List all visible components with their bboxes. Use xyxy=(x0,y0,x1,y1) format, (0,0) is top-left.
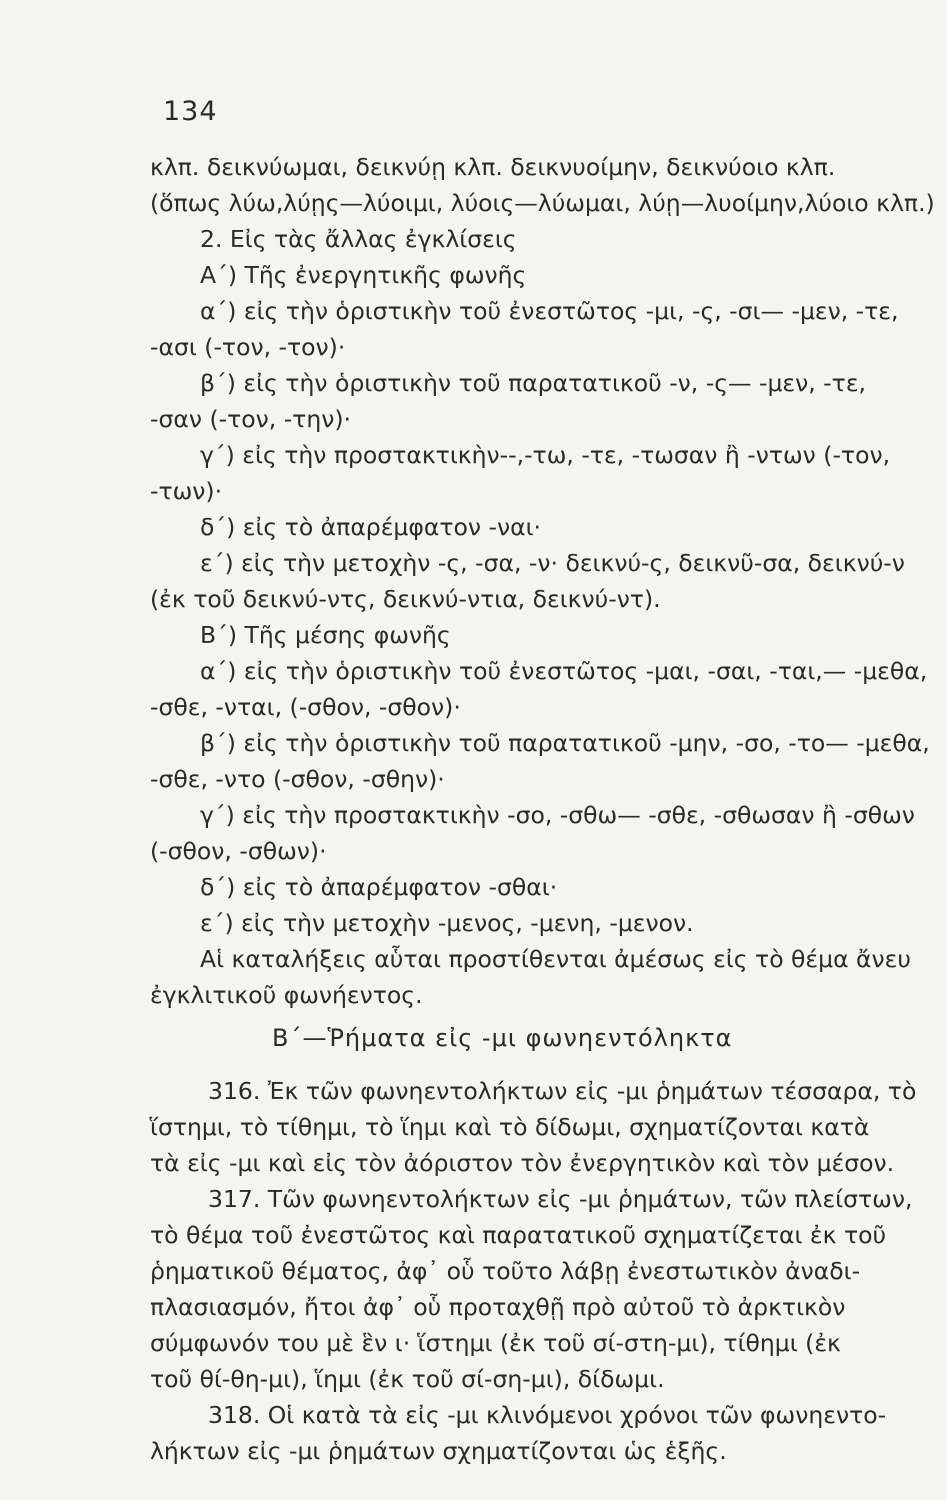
paragraph-line: 317. Τῶν φωνηεντολήκτων εἰς -μι ῥημάτων, τῶν πλείστων, xyxy=(208,1185,913,1213)
text-line: ε΄) εἰς τὴν μετοχὴν -μενος, -μενη, -μενον. xyxy=(200,909,694,937)
text-line: ἐγκλιτικοῦ φωνήεντος. xyxy=(150,981,423,1009)
paragraph-line: ῥηματικοῦ θέματος, ἀφ᾽ οὗ τοῦτο λάβῃ ἐνεστωτικὸν ἀναδι- xyxy=(150,1257,861,1285)
paragraph-line: τοῦ θί-θη-μι), ἵημι (ἐκ τοῦ σί-ση-μι), δίδωμι. xyxy=(150,1365,665,1393)
paragraph-line: λήκτων εἰς -μι ῥημάτων σχηματίζονται ὡς ἑξῆς. xyxy=(150,1437,727,1465)
text-line: α΄) εἰς τὴν ὁριστικὴν τοῦ ἐνεστῶτος -μι, -ς, -σι— -μεν, -τε, xyxy=(200,297,899,325)
text-line: Αἱ καταλήξεις αὗται προστίθενται ἀμέσως εἰς τὸ θέμα ἄνευ xyxy=(200,945,911,973)
text-line: -των)· xyxy=(150,477,223,505)
page-number: 134 xyxy=(163,96,218,127)
text-line: β΄) εἰς τὴν ὁριστικὴν τοῦ παρατατικοῦ -μην, -σο, -το— -μεθα, xyxy=(200,729,930,757)
paragraph-line: 318. Οἱ κατὰ τὰ εἰς -μι κλινόμενοι χρόνοι τῶν φωνηεντο- xyxy=(208,1401,887,1429)
paragraph-line: 316. Ἐκ τῶν φωνηεντολήκτων εἰς -μι ῥημάτων τέσσαρα, τὸ xyxy=(208,1077,917,1105)
text-line: γ΄) εἰς τὴν προστακτικὴν -σο, -σθω— -σθε, -σθωσαν ἢ -σθων xyxy=(200,801,915,829)
text-line: β΄) εἰς τὴν ὁριστικὴν τοῦ παρατατικοῦ -ν, -ς— -μεν, -τε, xyxy=(200,369,866,397)
text-line: δ΄) εἰς τὸ ἀπαρέμφατον -ναι· xyxy=(200,513,542,541)
section-heading: Β΄—Ῥήματα εἰς -μι φωνηεντόληκτα xyxy=(272,1024,733,1052)
text-line: -ασι (-τον, -τον)· xyxy=(150,333,346,361)
text-line: 2. Εἰς τὰς ἄλλας ἐγκλίσεις xyxy=(200,225,517,253)
text-line: ε΄) εἰς τὴν μετοχὴν -ς, -σα, -ν· δεικνύ-ς, δεικνῦ-σα, δεικνύ-ν xyxy=(200,549,905,577)
text-line: -σαν (-τον, -την)· xyxy=(150,405,351,433)
paragraph-line: τὸ θέμα τοῦ ἐνεστῶτος καὶ παρατατικοῦ σχηματίζεται ἐκ τοῦ xyxy=(150,1221,887,1249)
text-line: δ΄) εἰς τὸ ἀπαρέμφατον -σθαι· xyxy=(200,873,558,901)
text-line: α΄) εἰς τὴν ὁριστικὴν τοῦ ἐνεστῶτος -μαι, -σαι, -ται,— -μεθα, xyxy=(200,657,928,685)
text-line: -σθε, -ντο (-σθον, -σθην)· xyxy=(150,765,445,793)
text-line: -σθε, -νται, (-σθον, -σθον)· xyxy=(150,693,461,721)
paragraph-line: σύμφωνόν του μὲ ἓν ι· ἵστημι (ἐκ τοῦ σί-στη-μι), τίθημι (ἐκ xyxy=(150,1329,841,1357)
text-line: (-σθον, -σθων)· xyxy=(150,837,327,865)
text-line: γ΄) εἰς τὴν προστακτικὴν--,-τω, -τε, -τωσαν ἢ -ντων (-τον, xyxy=(200,441,891,469)
paragraph-line: ἵστημι, τὸ τίθημι, τὸ ἵημι καὶ τὸ δίδωμι, σχηματίζονται κατὰ xyxy=(150,1113,870,1141)
text-line: Α΄) Τῆς ἐνεργητικῆς φωνῆς xyxy=(200,261,527,289)
text-line: (ἐκ τοῦ δεικνύ-ντς, δεικνύ-ντια, δεικνύ-ντ). xyxy=(150,585,661,613)
text-line: κλπ. δεικνύωμαι, δεικνύῃ κλπ. δεικνυοίμην, δεικνύοιο κλπ. xyxy=(150,153,836,181)
text-line: (ὅπως λύω,λύῃς—λύοιμι, λύοις—λύωμαι, λύῃ—λυοίμην,λύοιο κλπ.) xyxy=(150,189,935,217)
paragraph-line: τὰ εἰς -μι καὶ εἰς τὸν ἀόριστον τὸν ἐνεργητικὸν καὶ τὸν μέσον. xyxy=(150,1149,895,1177)
text-line: Β΄) Τῆς μέσης φωνῆς xyxy=(200,621,451,649)
paragraph-line: πλασιασμόν, ἤτοι ἀφ᾽ οὗ προταχθῇ πρὸ αὐτοῦ τὸ ἀρκτικὸν xyxy=(150,1293,846,1321)
